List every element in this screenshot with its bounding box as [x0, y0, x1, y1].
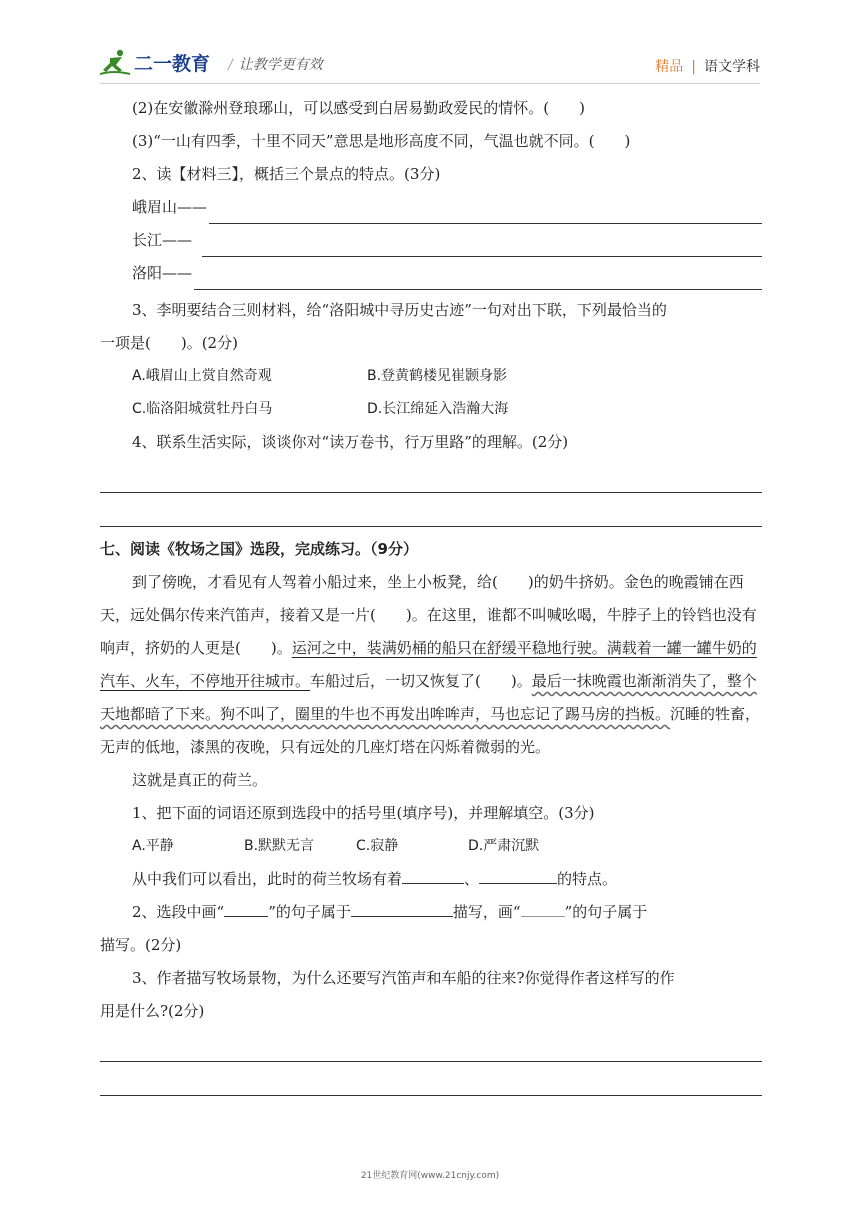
answer-changjiang: 长江—— [100, 224, 762, 257]
blank-2[interactable] [479, 865, 557, 884]
q7-1-word-options [100, 830, 762, 863]
subject-label: 语文学科 [704, 59, 760, 75]
answer-emei: 峨眉山—— [100, 191, 762, 224]
word-a: A.平静 [132, 838, 174, 854]
q6-3-options-row2 [100, 393, 762, 426]
q7-3: 3、作者描写牧场景物，为什么还要写汽笛声和车船的往来?你觉得作者这样写的作 [132, 969, 675, 987]
q7-1-fill: 从中我们可以看出，此时的荷兰牧场有着 、 的特点。 [100, 863, 762, 896]
q6-3: 3、李明要结合三则材料，给“洛阳城中寻历史古迹”一句对出下联，下列最恰当的 [132, 301, 667, 319]
passage-paragraph: 到了傍晚，才看见有人驾着小船过来，坐上小板凳，给( )的奶牛挤奶。金色的晚霞铺在西天，远处偶尔传来汽笛声，接着又是一片( )。在这里，谁都不叫喊吆喝，牛脖子上的铃铛也没有响声，挤奶的人更是( )。运河之中，装满奶桶的船只在舒缓平稳地行驶。满载着一罐一罐牛奶的汽车、火车，不停地开往城市。车船过后，一切又恢复了( )。最后一抹晚霞也渐渐消失了，整个天地都暗了下来。狗不叫了，圈里的牛也不再发出哞哞声，马也忘记了踢马房的挡板。沉睡的牲畜，无声的低地，漆黑的夜晚，只有远处的几座灯塔在闪烁着微弱的光。 [100, 573, 761, 756]
q7-3-cont: 用是什么?(2分) [100, 1002, 205, 1020]
wavy-underlined-sentence: 最后一抹晚霞也渐渐消失了，整个天地都暗了下来。狗不叫了，圈里的牛也不再发出哞哞声，马也忘记了踢马房的挡板。 [100, 672, 757, 723]
option-a: A.峨眉山上赏自然奇观 [132, 368, 272, 384]
passage-conclusion: 这就是真正的荷兰。 [132, 771, 268, 789]
word-c: C.寂静 [356, 838, 399, 854]
answer-line[interactable] [100, 459, 762, 493]
q6-1-item-2: (2)在安徽滁州登琅琊山，可以感受到白居易勤政爱民的情怀。( ) [132, 99, 585, 117]
q6-4: 4、联系生活实际，谈谈你对“读万卷书，行万里路”的理解。(2分) [132, 433, 569, 451]
q6-3-options-row1 [100, 360, 762, 393]
word-d: D.严肃沉默 [468, 838, 540, 854]
wavy-sample [521, 898, 565, 917]
logo [100, 48, 210, 76]
header-right: 精品 | 语文学科 [655, 59, 760, 75]
q6-3-cont: 一项是( )。(2分) [100, 334, 238, 352]
option-c: C.临洛阳城赏牡丹白马 [132, 401, 273, 417]
underlined-sentence: 运河之中，装满奶桶的船只在舒缓平稳地行驶。满载着一罐一罐牛奶的汽车、火车，不停地开往城市。 [100, 639, 757, 690]
answer-line[interactable] [100, 1028, 762, 1062]
slogan: / 让教学更有效 [228, 57, 323, 73]
option-d: D.长江绵延入浩瀚大海 [367, 401, 509, 417]
exam-content [100, 92, 762, 1096]
q7-2-cont: 描写。(2分) [100, 936, 182, 954]
answer-luoyang: 洛阳—— [100, 257, 762, 290]
word-b: B.默默无言 [244, 838, 315, 854]
premium-label: 精品 [655, 59, 684, 75]
q7-2: 2、选段中画“ ”的句子属于 描写，画“ ”的句子属于 [100, 896, 762, 929]
header-divider [100, 83, 760, 84]
runner-logo-icon [100, 48, 132, 76]
answer-line[interactable] [209, 201, 762, 224]
page-footer: 21世纪教育网(www.21cnjy.com) [360, 1171, 500, 1181]
underline-sample [224, 898, 268, 917]
q7-1: 1、把下面的词语还原到选段中的括号里(填序号)，并理解填空。(3分) [132, 804, 595, 822]
option-b: B.登黄鹤楼见崔颢身影 [367, 368, 508, 384]
section-7-title: 七、阅读《牧场之国》选段，完成练习。（9分） [100, 540, 418, 558]
answer-line[interactable] [202, 234, 762, 257]
q6-1-item-3: (3)“一山有四季，十里不同天”意思是地形高度不同，气温也就不同。( ) [132, 132, 631, 150]
answer-line[interactable] [100, 493, 762, 527]
page-header [100, 48, 760, 82]
blank-3[interactable] [351, 898, 453, 917]
blank-1[interactable] [402, 865, 464, 884]
logo-text: 二一教育 [134, 52, 211, 75]
answer-line[interactable] [100, 1062, 762, 1096]
q6-2: 2、读【材料三】，概括三个景点的特点。(3分) [132, 165, 441, 183]
answer-line[interactable] [194, 267, 762, 290]
